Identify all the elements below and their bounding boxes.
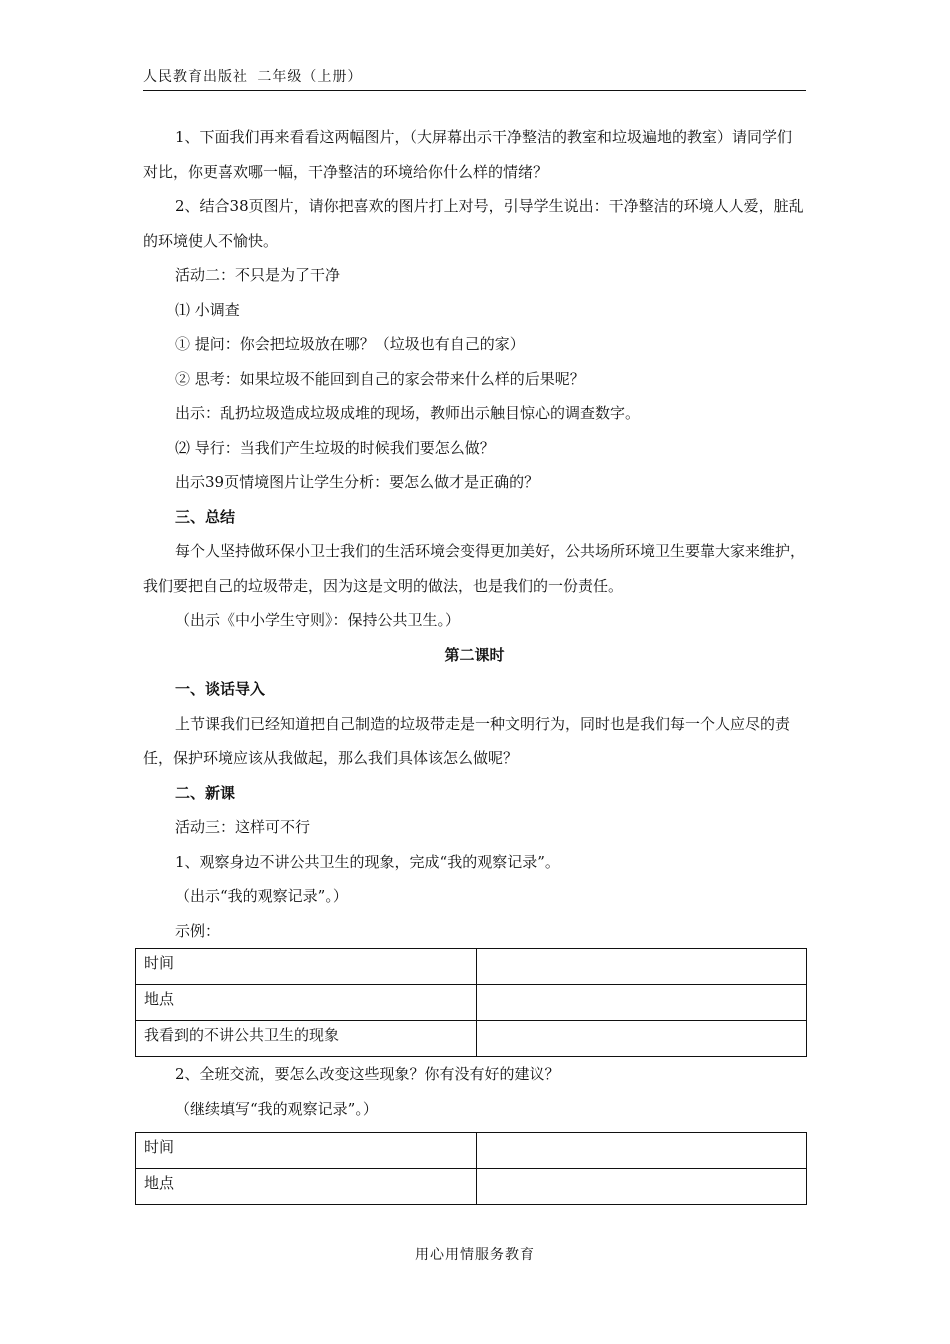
document-body — [143, 120, 806, 1205]
table-cell-label: 我看到的不讲公共卫生的现象 — [136, 1021, 477, 1057]
section-heading-summary: 三、总结 — [175, 507, 236, 526]
paragraph: ② 思考：如果垃圾不能回到自己的家会带来什么样的后果呢？ — [175, 369, 585, 388]
section-heading-new: 二、新课 — [175, 783, 236, 802]
table-row — [136, 1169, 807, 1205]
page-header: 人民教育出版社 二年级（上册） — [143, 66, 806, 91]
table-cell-label: 时间 — [136, 1133, 477, 1169]
table-row — [136, 1133, 807, 1169]
paragraph: ① 提问：你会把垃圾放在哪？（垃圾也有自己的家） — [175, 335, 525, 353]
paragraph: （出示《中小学生守则》：保持公共卫生。） — [175, 611, 461, 629]
paragraph: 出示：乱扔垃圾造成垃圾成堆的现场，教师出示触目惊心的调查数字。 — [175, 404, 641, 422]
observation-table-2 — [135, 1132, 807, 1205]
table-cell-empty — [477, 949, 807, 985]
section-heading-intro: 一、谈话导入 — [175, 680, 266, 698]
table-cell-label: 时间 — [136, 949, 477, 985]
activity-heading: 活动二：不只是为了干净 — [175, 266, 341, 284]
table-cell-empty — [477, 985, 807, 1021]
lesson-title: 第二课时 — [444, 645, 505, 664]
table-row — [136, 1021, 807, 1057]
activity-heading: 活动三：这样可不行 — [175, 818, 311, 836]
table-cell-empty — [477, 1021, 807, 1057]
table-cell-label: 地点 — [136, 985, 477, 1021]
paragraph: （出示“我的观察记录”。） — [175, 887, 348, 905]
paragraph: 上节课我们已经知道把自己制造的垃圾带走是一种文明行为，同时也是我们每一个人应尽的责任，保护环境应该从我做起，那么我们具体该怎么做呢？ — [143, 714, 791, 767]
paragraph: 2、结合38页图片，请你把喜欢的图片打上对号，引导学生说出：干净整洁的环境人人爱，脏乱的环境使人不愉快。 — [143, 197, 804, 250]
table-row — [136, 985, 807, 1021]
table-cell-empty — [477, 1133, 807, 1169]
paragraph: 1、观察身边不讲公共卫生的现象，完成“我的观察记录”。 — [175, 852, 560, 871]
paragraph: ⑴ 小调查 — [175, 300, 240, 319]
table-cell-label: 地点 — [136, 1169, 477, 1205]
paragraph: 2、全班交流，要怎么改变这些现象？你有没有好的建议？ — [175, 1065, 560, 1083]
paragraph: 每个人坚持做环保小卫士我们的生活环境会变得更加美好，公共场所环境卫生要靠大家来维护，我们要把自己的垃圾带走，因为这是文明的做法，也是我们的一份责任。 — [143, 542, 806, 595]
observation-table-1 — [135, 948, 807, 1057]
paragraph: ⑵ 导行：当我们产生垃圾的时候我们要怎么做？ — [175, 438, 495, 457]
paragraph: 出示39页情境图片让学生分析：要怎么做才是正确的？ — [175, 473, 540, 491]
paragraph: 1、下面我们再来看看这两幅图片，（大屏幕出示干净整洁的教室和垃圾遍地的教室）请同学们对比，你更喜欢哪一幅，干净整洁的环境给你什么样的情绪？ — [143, 128, 793, 181]
table-row — [136, 949, 807, 985]
paragraph: （继续填写“我的观察记录”。） — [175, 1099, 378, 1118]
page-footer: 用心用情服务教育 — [415, 1247, 535, 1263]
paragraph: 示例： — [175, 921, 221, 940]
table-cell-empty — [477, 1169, 807, 1205]
